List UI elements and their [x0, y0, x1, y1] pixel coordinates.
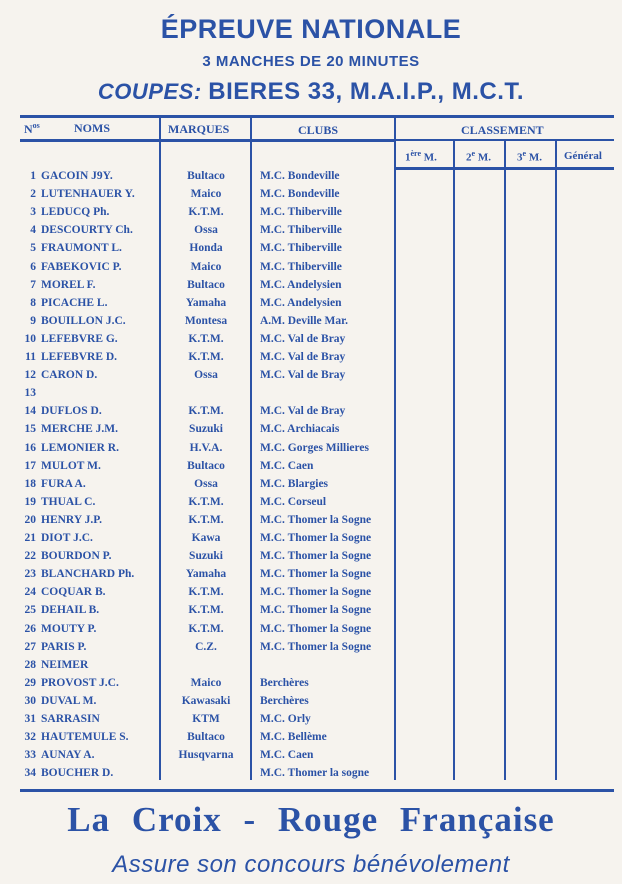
entry-marque: KTM	[192, 713, 220, 725]
entry-club: M.C. Orly	[260, 713, 311, 725]
entry-name: HENRY J.P.	[41, 513, 103, 526]
entry-club: M.C. Thiberville	[260, 224, 342, 237]
entry-marque: Suzuki	[189, 423, 223, 436]
entry-number: 23	[24, 568, 36, 581]
table-row	[0, 565, 622, 583]
entry-name: HAUTEMULE S.	[41, 731, 129, 744]
entry-name: BOUILLON J.C.	[41, 314, 126, 327]
entry-number: 32	[24, 731, 36, 744]
entry-club: M.C. Thiberville	[260, 242, 342, 255]
entry-number: 22	[24, 550, 36, 563]
entry-name: DUFLOS D.	[41, 405, 102, 418]
entry-club: M.C. Corseul	[260, 495, 327, 508]
entry-club: M.C. Thomer la Sogne	[260, 586, 372, 599]
entry-club: M.C. Bondeville	[260, 188, 340, 201]
entry-name: FRAUMONT L.	[41, 242, 122, 255]
entry-number: 34	[24, 767, 36, 780]
entry-name: MOREL F.	[41, 278, 96, 291]
entry-name: PROVOST J.C.	[41, 676, 119, 689]
table-row	[0, 746, 622, 764]
header-marques: MARQUES	[168, 122, 230, 136]
entry-name: DESCOURTY Ch.	[41, 224, 133, 237]
entry-club: M.C. Andelysien	[260, 296, 342, 309]
entry-number: 7	[30, 278, 36, 291]
entry-marque: Honda	[189, 242, 223, 255]
entry-marque: K.T.M.	[188, 495, 224, 508]
entry-marque: Yamaha	[185, 296, 227, 309]
table-row	[0, 294, 622, 312]
entry-name: LEMONIER R.	[41, 441, 119, 454]
entry-club: M.C. Thomer la Sogne	[260, 640, 372, 653]
table-row	[0, 348, 622, 366]
entry-club: M.C. Val de Bray	[260, 332, 346, 345]
table-row	[0, 728, 622, 746]
entry-name: BOURDON P.	[41, 550, 112, 563]
entry-marque: Ossa	[194, 369, 218, 382]
table-row	[0, 674, 622, 692]
table-row	[0, 420, 622, 438]
entry-number: 29	[24, 676, 36, 689]
table-row	[0, 221, 622, 239]
header-noms: NOMS	[74, 121, 110, 135]
table-row	[0, 710, 622, 728]
table-row	[0, 692, 622, 710]
entry-name: DIOT J.C.	[41, 532, 93, 544]
entry-club: M.C. Andelysien	[260, 278, 342, 291]
entry-marque: Kawa	[191, 532, 221, 544]
table-row	[0, 384, 622, 402]
entry-club: M.C. Blargies	[260, 477, 329, 490]
entry-number: 10	[24, 332, 36, 345]
entry-marque: Yamaha	[185, 568, 227, 581]
entry-number: 2	[30, 188, 36, 201]
entry-number: 11	[25, 351, 36, 363]
entry-club: M.C. Gorges Millieres	[260, 441, 370, 454]
entry-club: M.C. Val de Bray	[260, 405, 346, 418]
entry-name: MOUTY P.	[41, 622, 97, 635]
entry-number: 31	[24, 713, 36, 725]
entry-club: M.C. Caen	[260, 459, 314, 472]
table-top-rule	[20, 115, 614, 118]
table-row	[0, 185, 622, 203]
table-row	[0, 620, 622, 638]
entry-marque: Suzuki	[189, 550, 223, 563]
entry-number: 17	[24, 459, 36, 472]
entry-name: COQUAR B.	[41, 586, 106, 599]
table-row	[0, 239, 622, 257]
page-subtitle: 3 MANCHES DE 20 MINUTES	[202, 53, 420, 70]
table-row	[0, 312, 622, 330]
header-clubs: CLUBS	[298, 123, 339, 137]
entry-club: M.C. Val de Bray	[260, 351, 346, 363]
table-row	[0, 330, 622, 348]
entry-marque: K.T.M.	[188, 622, 224, 635]
entry-name: PARIS P.	[41, 640, 87, 653]
entry-name: THUAL C.	[41, 495, 96, 508]
entry-name: FURA A.	[41, 477, 86, 490]
entry-number: 26	[24, 622, 36, 635]
entry-number: 14	[24, 405, 36, 418]
entry-number: 25	[24, 604, 36, 617]
entry-number: 12	[24, 369, 36, 382]
table-row	[0, 439, 622, 457]
entry-club: M.C. Thomer la Sogne	[260, 568, 372, 581]
footer-tagline: Assure son concours bénévolement	[112, 851, 510, 878]
entry-marque: K.T.M.	[188, 351, 224, 363]
entry-club: Berchères	[260, 694, 309, 707]
entry-marque: H.V.A.	[189, 441, 223, 454]
table-row	[0, 167, 622, 185]
entry-name: LEFEBVRE G.	[41, 332, 118, 345]
entry-marque: Montesa	[184, 314, 228, 327]
entry-club: M.C. Thomer la Sogne	[260, 604, 372, 617]
entry-number: 1	[30, 170, 36, 182]
table-row	[0, 529, 622, 547]
entry-club: M.C. Thomer la Sogne	[260, 532, 372, 544]
table-row	[0, 764, 622, 782]
entry-name: MULOT M.	[41, 459, 101, 472]
table-row	[0, 493, 622, 511]
entry-club: M.C. Thomer la sogne	[260, 767, 370, 780]
entry-name: LEDUCQ Ph.	[41, 206, 110, 219]
entry-number: 13	[24, 387, 36, 400]
entry-number: 3	[30, 206, 36, 219]
table-row	[0, 547, 622, 565]
entry-marque: K.T.M.	[188, 513, 224, 526]
entry-number: 15	[24, 423, 36, 436]
entry-marque: Kawasaki	[181, 694, 231, 707]
entry-name: SARRASIN	[41, 713, 100, 725]
entry-marque: K.T.M.	[188, 604, 224, 617]
entry-number: 6	[30, 260, 36, 273]
entry-number: 24	[24, 586, 36, 599]
entry-number: 33	[24, 749, 36, 762]
entry-number: 18	[24, 477, 36, 490]
entry-name: DEHAIL B.	[41, 604, 100, 617]
entry-marque: C.Z.	[195, 640, 217, 653]
entry-marque: Ossa	[194, 224, 218, 237]
entry-number: 4	[30, 224, 36, 237]
entry-marque: K.T.M.	[188, 405, 224, 418]
entry-number: 9	[30, 314, 36, 327]
table-row	[0, 583, 622, 601]
subheader-2nd: 2e M.	[466, 149, 491, 164]
entry-name: DUVAL M.	[41, 694, 97, 707]
entry-marque: Maico	[190, 188, 222, 201]
entry-marque: K.T.M.	[188, 206, 224, 219]
entry-marque: Bultaco	[187, 170, 225, 182]
cups-line	[0, 78, 622, 106]
entry-name: MERCHE J.M.	[41, 423, 118, 436]
entry-marque: Bultaco	[187, 278, 225, 291]
entry-number: 28	[24, 658, 36, 671]
header-bottom-rule	[20, 139, 394, 142]
table-row	[0, 203, 622, 221]
subheader-3rd: 3e M.	[517, 149, 542, 164]
entry-number: 21	[24, 532, 36, 544]
entry-marque: Maico	[190, 260, 222, 273]
entry-club: M.C. Thiberville	[260, 206, 342, 219]
table-row	[0, 601, 622, 619]
entry-marque: Bultaco	[187, 459, 225, 472]
entry-name: PICACHE L.	[41, 296, 108, 309]
entry-number: 30	[24, 694, 36, 707]
entry-name: LUTENHAUER Y.	[41, 188, 135, 201]
table-row	[0, 276, 622, 294]
header-num: $N^{os}$	[24, 121, 40, 136]
entry-marque: K.T.M.	[188, 332, 224, 345]
entry-club: M.C. Archiacais	[260, 423, 340, 436]
entry-name: LEFEBVRE D.	[41, 351, 118, 363]
entry-number: 8	[30, 296, 36, 309]
entry-number: 19	[24, 495, 36, 508]
entry-number: 16	[24, 441, 36, 454]
entry-club: M.C. Bellème	[260, 731, 327, 744]
entry-club: A.M. Deville Mar.	[260, 314, 349, 327]
subheader-general: Général	[564, 150, 602, 162]
table-row	[0, 457, 622, 475]
table-row	[0, 638, 622, 656]
table-row	[0, 475, 622, 493]
entry-name: BOUCHER D.	[41, 767, 114, 780]
entry-number: 5	[30, 242, 36, 255]
entry-club: M.C. Thiberville	[260, 260, 342, 273]
entry-club: Berchères	[260, 676, 309, 689]
table-row	[0, 402, 622, 420]
entry-marque: Bultaco	[187, 731, 225, 744]
entry-club: M.C. Caen	[260, 749, 314, 762]
entry-club: M.C. Thomer la Sogne	[260, 622, 372, 635]
footer-org: La Croix - Rouge Française	[67, 800, 555, 839]
entry-name: NEIMER	[41, 658, 89, 671]
subheader-1st: 1ère M.	[405, 149, 437, 164]
table-row	[0, 258, 622, 276]
entry-name: FABEKOVIC P.	[41, 260, 122, 273]
table-bottom-rule	[20, 789, 614, 792]
entry-number: 27	[24, 640, 36, 653]
entry-number: 20	[24, 513, 36, 526]
entry-club: M.C. Thomer la Sogne	[260, 513, 372, 526]
entry-marque: Husqvarna	[178, 749, 234, 762]
entry-marque: Ossa	[194, 477, 218, 490]
cups-label: COUPES:	[97, 79, 202, 104]
entry-name: CARON D.	[41, 369, 98, 382]
table-row	[0, 366, 622, 384]
entry-name: GACOIN J9Y.	[41, 170, 113, 182]
entry-name: BLANCHARD Ph.	[41, 568, 135, 581]
entry-marque: Maico	[190, 676, 222, 689]
table-row	[0, 511, 622, 529]
table-row	[0, 656, 622, 674]
cups-names: BIERES 33, M.A.I.P., M.C.T.	[208, 78, 525, 105]
entry-marque: K.T.M.	[188, 586, 224, 599]
entry-name: AUNAY A.	[41, 749, 95, 762]
header-classement: CLASSEMENT	[461, 123, 544, 137]
entry-club: M.C. Thomer la Sogne	[260, 550, 372, 563]
entry-club: M.C. Val de Bray	[260, 369, 346, 382]
entry-club: M.C. Bondeville	[260, 170, 340, 182]
page-title: ÉPREUVE NATIONALE	[160, 14, 462, 44]
